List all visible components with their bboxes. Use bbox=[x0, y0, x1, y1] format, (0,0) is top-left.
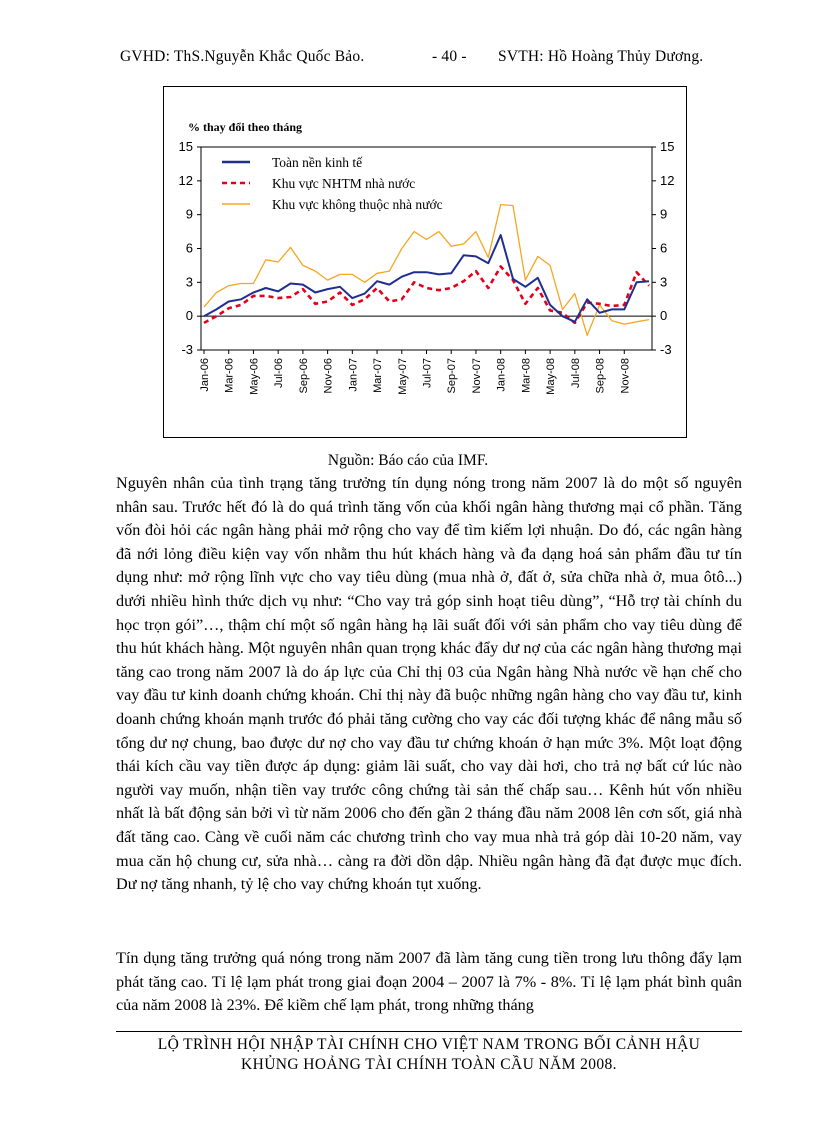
series-line-1 bbox=[204, 267, 649, 323]
y-tick-label-right: 9 bbox=[660, 206, 668, 222]
x-tick-label: Jan-06 bbox=[199, 358, 211, 392]
chart-source: Nguồn: Báo cáo của IMF. bbox=[327, 452, 489, 469]
page-footer bbox=[116, 1035, 742, 1075]
header-student: SVTH: Hồ Hoàng Thủy Dương. bbox=[498, 48, 704, 65]
x-tick-label: Mar-07 bbox=[372, 358, 385, 393]
credit-growth-chart bbox=[163, 86, 687, 438]
footer-title-line2: KHỦNG HOẢNG TÀI CHÍNH TOÀN CẦU NĂM 2008. bbox=[241, 1056, 617, 1073]
x-tick-label: May-06 bbox=[248, 358, 261, 395]
chart-svg bbox=[164, 87, 686, 437]
x-tick-label: May-08 bbox=[545, 358, 558, 395]
plot-area bbox=[201, 147, 652, 350]
x-tick-label: Mar-06 bbox=[223, 358, 236, 393]
x-tick-label: Mar-08 bbox=[520, 358, 533, 393]
y-tick-label-left: 9 bbox=[185, 206, 193, 222]
page-number: - 40 - bbox=[432, 48, 467, 65]
page-header bbox=[0, 48, 816, 70]
footer-divider bbox=[116, 1031, 742, 1032]
y-tick-label-right: 15 bbox=[660, 139, 675, 154]
y-tick-label-left: 15 bbox=[178, 139, 193, 154]
header-advisor: GVHD: ThS.Nguyễn Khắc Quốc Bảo. bbox=[120, 48, 365, 65]
y-tick-label-right: -3 bbox=[660, 342, 672, 357]
chart-title: % thay đổi theo tháng bbox=[188, 120, 303, 134]
x-tick-label: Nov-06 bbox=[322, 358, 335, 394]
y-tick-label-left: 3 bbox=[185, 274, 193, 290]
y-tick-label-left: 6 bbox=[185, 240, 193, 256]
x-tick-label: Nov-07 bbox=[470, 358, 483, 394]
x-tick-label: Sep-06 bbox=[297, 358, 310, 394]
legend-label-1: Khu vực NHTM nhà nước bbox=[272, 176, 416, 191]
y-tick-label-left: 0 bbox=[185, 308, 193, 324]
x-tick-label: Nov-08 bbox=[619, 358, 632, 394]
x-tick-label: Jul-07 bbox=[421, 358, 434, 388]
paragraph-causes: Nguyên nhân của tình trạng tăng trưởng tín dụng nóng trong năm 2007 là do một số nguyên nhân sau. Trước hết đó là do quá trình tăng vốn của khối ngân hàng thương mại cổ phần. Tăng vốn đòi hỏi các ngân hàng phải mở rộng cho vay để tìm kiếm lợi nhuận. Do đó, các ngân hàng đã nới lỏng điều kiện vay vốn nhằm thu hút khách hàng và đa dạng hoá sản phẩm đầu tư tín dụng như: mở rộng lĩnh vực cho vay tiêu dùng (mua nhà ở, đất ở, sửa chữa nhà ở, mua ôtô...) dưới nhiều hình thức dịch vụ như: “Cho vay trả góp sinh hoạt tiêu dùng”, “Hỗ trợ tài chính du học trọn gói”…, thậm chí một số ngân hàng hạ lãi suất đối với sản phẩm cho vay tiêu dùng để thu hút khách hàng. Một nguyên nhân quan trọng khác đẩy dư nợ của các ngân hàng thương mại tăng cao trong năm 2007 là do áp lực của Chỉ thị 03 của Ngân hàng Nhà nước về hạn chế cho vay đầu tư kinh doanh chứng khoán. Chỉ thị này đã buộc những ngân hàng cho vay đầu tư, kinh doanh chứng khoán mạnh trước đó phải tăng cường cho vay các đối tượng khác để nâng mẫu số tổng dư nợ chung, bao được dư nợ cho vay đầu tư chứng khoán ở hạn mức 3%. Một loạt động thái kích cầu vay tiền được áp dụng: giảm lãi suất, cho vay dài hơi, cho trả nợ bất cứ lúc nào người vay muốn, nhận tiền vay trước công chứng tài sản thế chấp sau… Kênh hút vốn nhiều nhất là bất động sản bởi vì từ năm 2006 cho đến gần 2 tháng đầu năm 2008 lên cơn sốt, giá nhà đất tăng cao. Càng về cuối năm các chương trình cho vay mua nhà trả góp dài 10-20 năm, vay mua căn hộ chung cư, sửa nhà… càng ra đời dồn dập. Nhiều ngân hàng đã đạt được mục đích. Dư nợ tăng nhanh, tỷ lệ cho vay chứng khoán tụt xuống. bbox=[116, 474, 742, 894]
x-tick-label: Jan-08 bbox=[495, 358, 508, 392]
y-tick-label-right: 0 bbox=[660, 308, 668, 324]
y-tick-label-right: 3 bbox=[660, 274, 668, 290]
y-tick-label-left: -3 bbox=[181, 342, 193, 357]
legend-label-2: Khu vực không thuộc nhà nước bbox=[272, 197, 443, 212]
footer-title-line1: LỘ TRÌNH HỘI NHẬP TÀI CHÍNH CHO VIỆT NAM TRONG BỐI CẢNH HẬU bbox=[157, 1036, 701, 1053]
x-tick-label: Sep-07 bbox=[446, 358, 459, 394]
series-line-0 bbox=[204, 235, 649, 322]
paragraph-inflation: Tín dụng tăng trưởng quá nóng trong năm 2007 đã làm tăng cung tiền trong lưu thông đẩy lạm phát tăng cao. Tỉ lệ lạm phát trong giai đoạn 2004 – 2007 là 7% - 8%. Tỉ lệ lạm phát bình quân của năm 2008 là 23%. Để kiềm chế lạm phát, trong những tháng bbox=[116, 949, 742, 1015]
x-tick-label: Jul-06 bbox=[273, 358, 286, 388]
y-tick-label-right: 12 bbox=[660, 172, 675, 188]
legend-label-0: Toàn nền kinh tế bbox=[272, 155, 363, 170]
x-tick-label: Jul-08 bbox=[569, 358, 582, 388]
x-tick-label: May-07 bbox=[396, 358, 409, 395]
y-tick-label-left: 12 bbox=[178, 172, 193, 188]
x-tick-label: Jan-07 bbox=[347, 358, 360, 392]
x-tick-label: Sep-08 bbox=[594, 358, 607, 394]
y-tick-label-right: 6 bbox=[660, 240, 668, 256]
